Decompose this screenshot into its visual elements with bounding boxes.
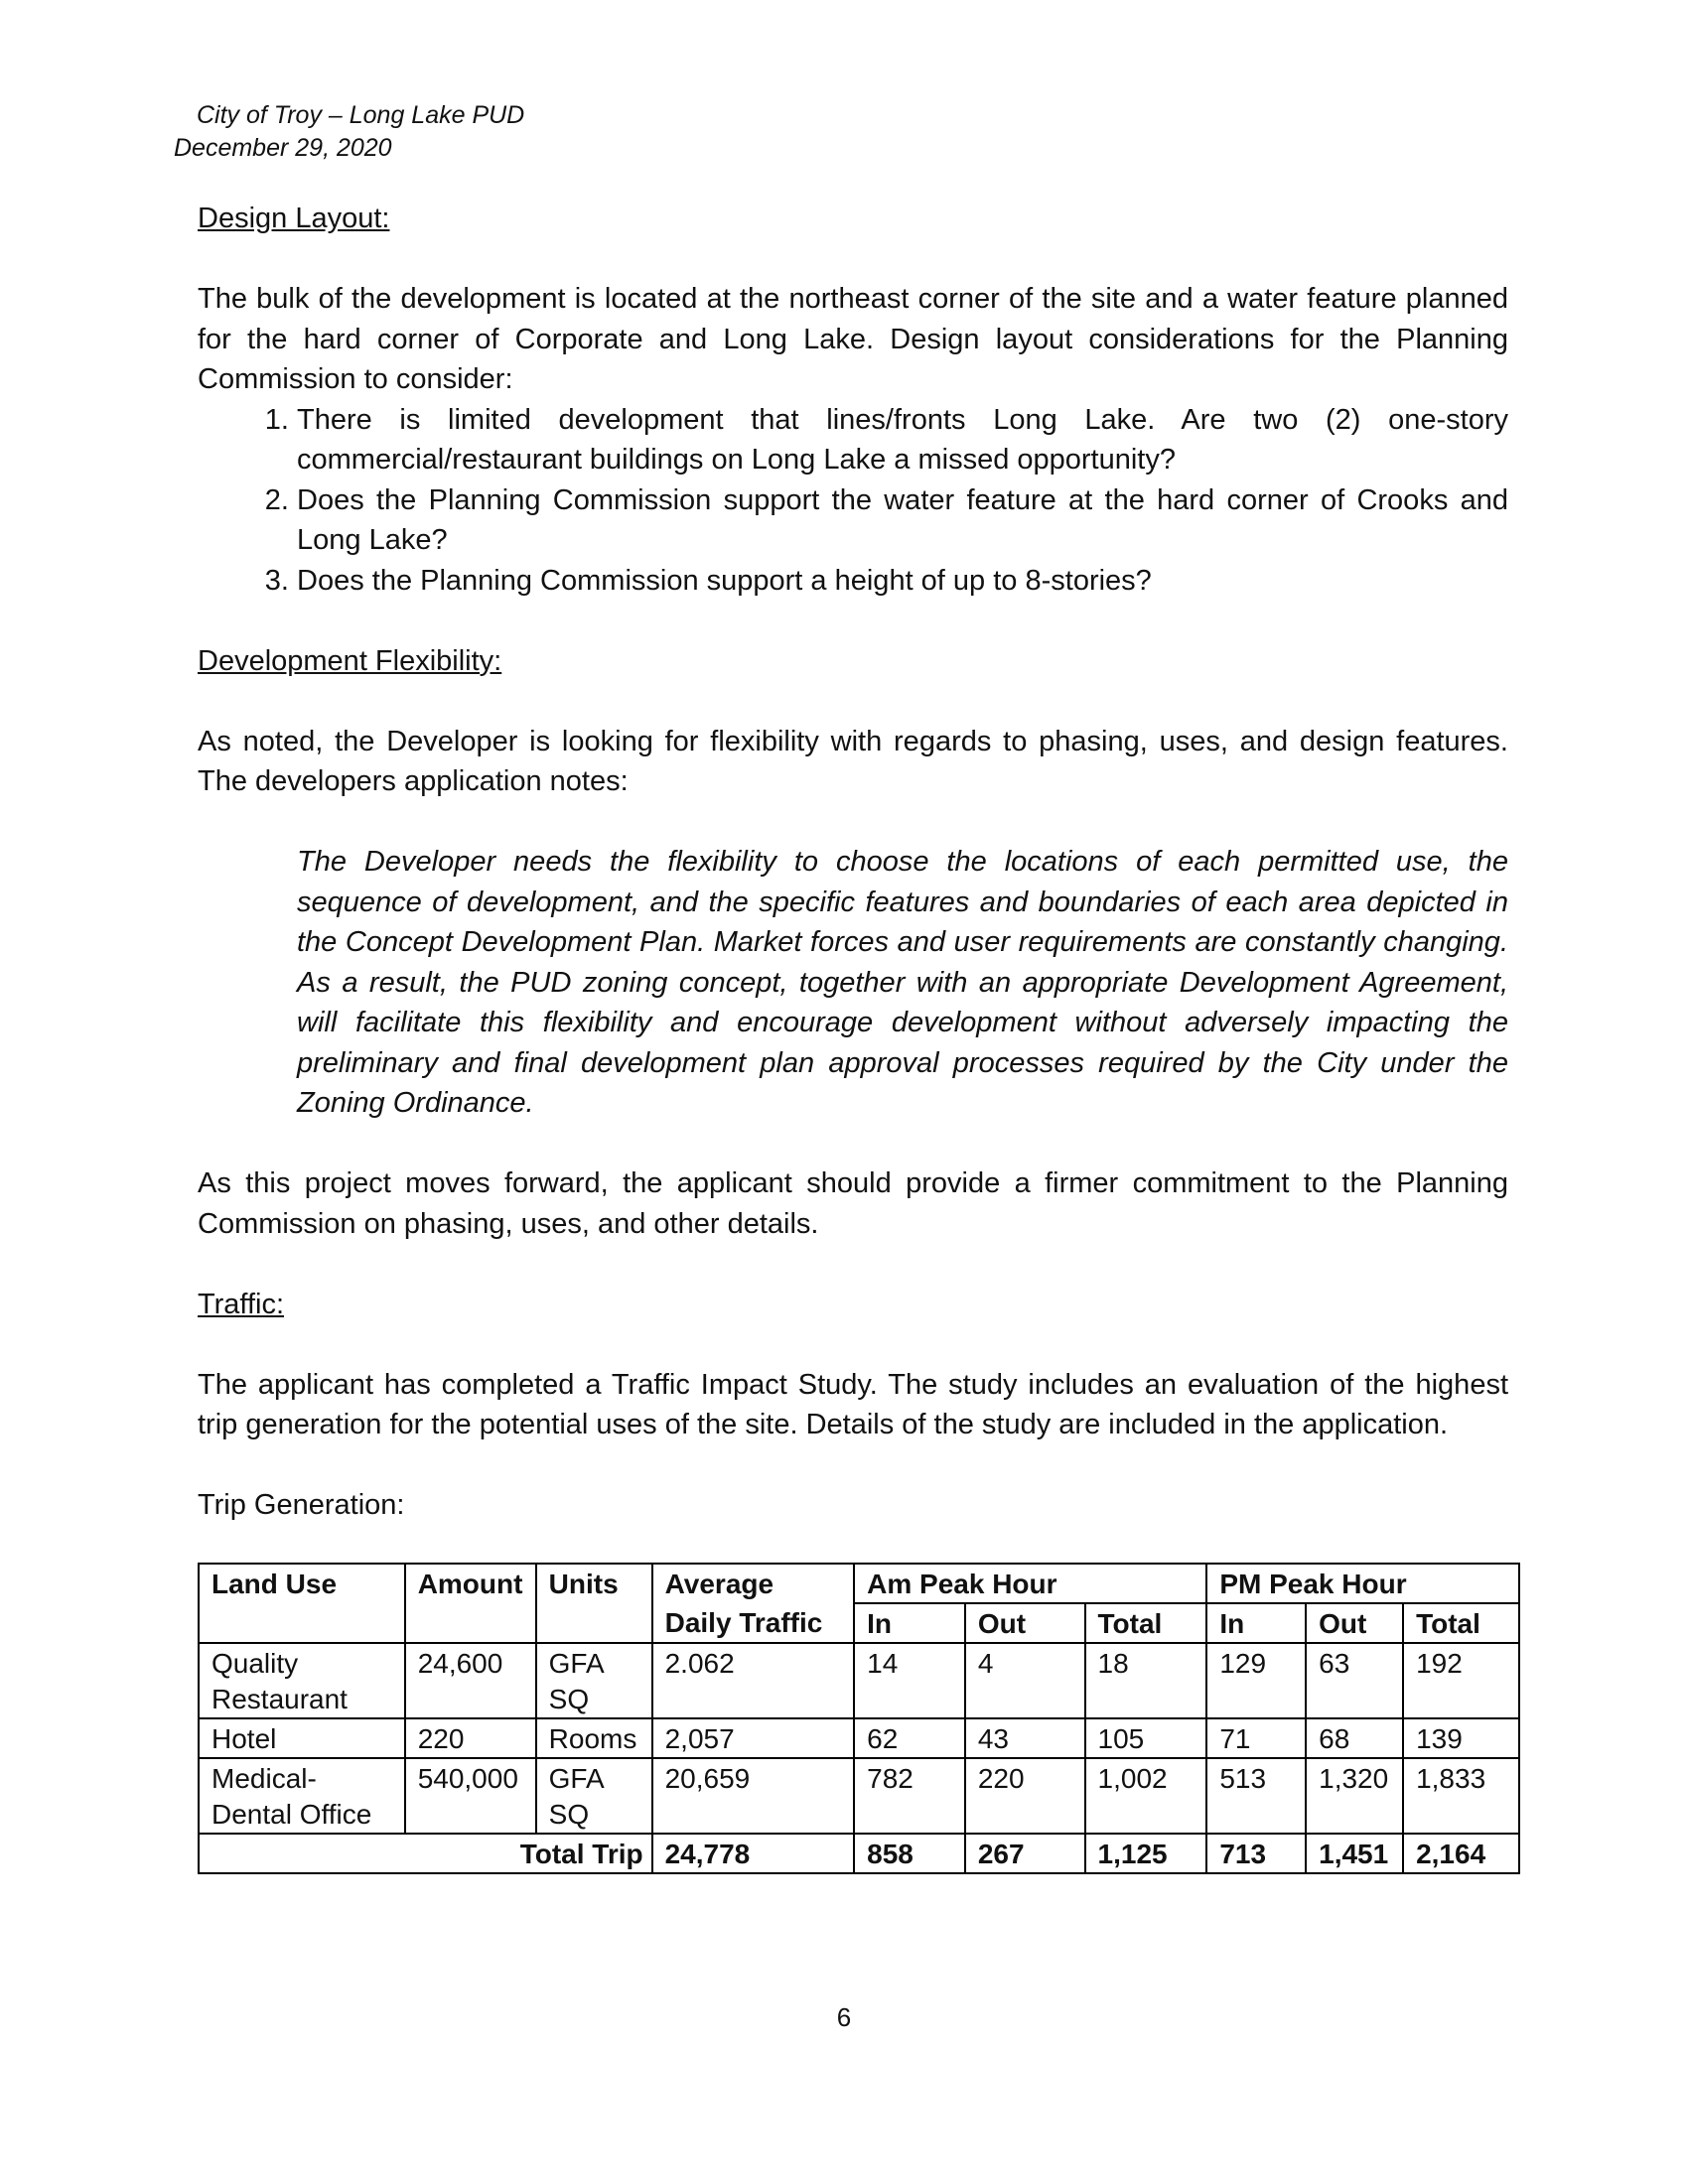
header-land-use: Land Use bbox=[199, 1564, 405, 1643]
cell-land-use: Quality Restaurant bbox=[199, 1643, 405, 1718]
cell-pm-out: 63 bbox=[1306, 1643, 1403, 1718]
cell-pm-in: 129 bbox=[1206, 1643, 1306, 1718]
cell-units: GFA SQ bbox=[536, 1643, 652, 1718]
cell-adt: 2.062 bbox=[652, 1643, 855, 1718]
cell-amount: 24,600 bbox=[405, 1643, 536, 1718]
cell-am-out: 43 bbox=[965, 1718, 1085, 1758]
flexibility-heading: Development Flexibility: bbox=[198, 644, 502, 677]
cell-pm-out: 68 bbox=[1306, 1718, 1403, 1758]
header-am-peak: Am Peak Hour bbox=[854, 1564, 1206, 1603]
list-item: 3. Does the Planning Commission support a height of up to 8-stories? bbox=[297, 561, 1508, 602]
cell-land-use: Hotel bbox=[199, 1718, 405, 1758]
page-number: 6 bbox=[836, 2002, 852, 2032]
design-layout-intro: The bulk of the development is located at the northeast corner of the site and a water feature planned for the hard corner of Corporate and Long Lake. Design layout considerations for the Planning Commission to consider: bbox=[198, 283, 1508, 395]
cell-pm-out: 1,320 bbox=[1306, 1758, 1403, 1834]
cell-pm-total: 1,833 bbox=[1403, 1758, 1519, 1834]
header-pm-out: Out bbox=[1306, 1603, 1403, 1643]
table-total-row bbox=[199, 1834, 1519, 1873]
document-body bbox=[198, 199, 1508, 1526]
total-pm-in: 713 bbox=[1206, 1834, 1306, 1873]
total-pm-total: 2,164 bbox=[1403, 1834, 1519, 1873]
total-label: Total Trip bbox=[199, 1834, 652, 1873]
cell-units: Rooms bbox=[536, 1718, 652, 1758]
cell-am-out: 220 bbox=[965, 1758, 1085, 1834]
header-pm-total: Total bbox=[1403, 1603, 1519, 1643]
traffic-intro: The applicant has completed a Traffic Impact Study. The study includes an evaluation of the highest trip generation for the potential uses of the site. Details of the study are included in the application. bbox=[198, 1368, 1508, 1440]
considerations-list bbox=[198, 400, 1508, 602]
header-date: December 29, 2020 bbox=[174, 134, 392, 162]
design-layout-heading: Design Layout: bbox=[198, 203, 390, 234]
total-pm-out: 1,451 bbox=[1306, 1834, 1403, 1873]
cell-pm-in: 513 bbox=[1206, 1758, 1306, 1834]
trip-generation-label: Trip Generation: bbox=[198, 1489, 405, 1521]
header-amount: Amount bbox=[405, 1564, 536, 1643]
cell-am-in: 14 bbox=[854, 1643, 965, 1718]
header-am-out: Out bbox=[965, 1603, 1085, 1643]
cell-pm-total: 192 bbox=[1403, 1643, 1519, 1718]
cell-am-total: 105 bbox=[1085, 1718, 1207, 1758]
total-am-out: 267 bbox=[965, 1834, 1085, 1873]
cell-adt: 2,057 bbox=[652, 1718, 855, 1758]
cell-amount: 540,000 bbox=[405, 1758, 536, 1834]
header-units: Units bbox=[536, 1564, 652, 1643]
table-row bbox=[199, 1758, 1519, 1834]
header-adt-line1: Average bbox=[652, 1564, 855, 1603]
header-am-total: Total bbox=[1085, 1603, 1207, 1643]
flexibility-closing: As this project moves forward, the applicant should provide a firmer commitment to the Planning Commission on phasing, uses, and other details. bbox=[198, 1167, 1508, 1240]
list-item: 1. There is limited development that lines/fronts Long Lake. Are two (2) one-story commercial/restaurant buildings on Long Lake a missed opportunity? bbox=[297, 400, 1508, 480]
cell-am-total: 18 bbox=[1085, 1643, 1207, 1718]
cell-pm-in: 71 bbox=[1206, 1718, 1306, 1758]
header-adt-line2: Daily Traffic bbox=[652, 1603, 855, 1643]
header-am-in: In bbox=[854, 1603, 965, 1643]
list-item: 2. Does the Planning Commission support the water feature at the hard corner of Crooks and Long Lake? bbox=[297, 480, 1508, 561]
flexibility-intro: As noted, the Developer is looking for flexibility with regards to phasing, uses, and design features. The developers application notes: bbox=[198, 725, 1508, 797]
cell-units: GFA SQ bbox=[536, 1758, 652, 1834]
cell-am-out: 4 bbox=[965, 1643, 1085, 1718]
cell-land-use: Medical- Dental Office bbox=[199, 1758, 405, 1834]
total-adt: 24,778 bbox=[652, 1834, 855, 1873]
header-pm-peak: PM Peak Hour bbox=[1206, 1564, 1519, 1603]
total-am-total: 1,125 bbox=[1085, 1834, 1207, 1873]
table-row bbox=[199, 1643, 1519, 1718]
cell-am-total: 1,002 bbox=[1085, 1758, 1207, 1834]
header-project: City of Troy – Long Lake PUD bbox=[197, 101, 525, 129]
traffic-heading: Traffic: bbox=[198, 1288, 285, 1320]
cell-am-in: 782 bbox=[854, 1758, 965, 1834]
developer-quote: The Developer needs the flexibility to choose the locations of each permitted use, the sequence of development, and the specific features and boundaries of each area depicted in the Concept Development Plan. Market forces and user requirements are constantly changing. As a result, the PUD zoning concept, together with an appropriate Development Agreement, will facilitate this flexibility and encourage development without adversely impacting the preliminary and final development plan approval processes required by the City under the Zoning Ordinance. bbox=[297, 846, 1508, 1119]
header-pm-in: In bbox=[1206, 1603, 1306, 1643]
table-row bbox=[199, 1718, 1519, 1758]
cell-amount: 220 bbox=[405, 1718, 536, 1758]
cell-pm-total: 139 bbox=[1403, 1718, 1519, 1758]
cell-am-in: 62 bbox=[854, 1718, 965, 1758]
cell-adt: 20,659 bbox=[652, 1758, 855, 1834]
total-am-in: 858 bbox=[854, 1834, 965, 1873]
trip-generation-table bbox=[198, 1563, 1520, 1874]
table-header-row bbox=[199, 1564, 1519, 1603]
